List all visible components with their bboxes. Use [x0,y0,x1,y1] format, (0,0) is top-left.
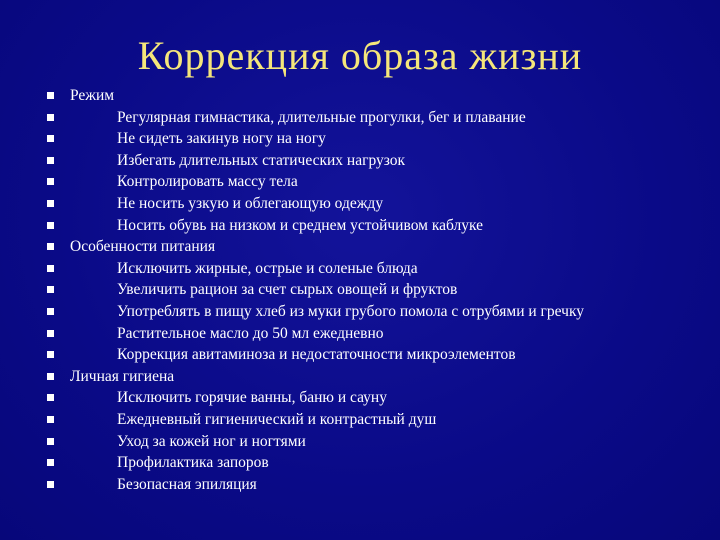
bullet-icon [47,200,54,207]
list-item-text: Избегать длительных статических нагрузок [117,151,406,169]
bullet-icon [47,459,54,466]
bullet-icon [47,416,54,423]
bullet-list [0,85,720,495]
list-item [0,258,720,280]
bullet-icon [47,222,54,229]
list-item-text: Безопасная эпиляция [117,475,257,493]
list-item-text: Употреблять в пищу хлеб из муки грубого помола с отрубями и гречку [117,302,585,320]
list-item [0,193,720,215]
list-item-text: Не носить узкую и облегающую одежду [117,194,384,212]
list-item [0,323,720,345]
bullet-icon [47,265,54,272]
list-item-text: Растительное масло до 50 мл ежедневно [117,324,384,342]
list-item [0,107,720,129]
list-item [0,150,720,172]
list-item-text: Носить обувь на низком и среднем устойчивом каблуке [117,216,484,234]
bullet-icon [47,330,54,337]
list-item [0,236,720,258]
bullet-icon [47,308,54,315]
list-item-text: Контролировать массу тела [117,173,298,191]
list-item-text: Регулярная гимнастика, длительные прогулки, бег и плавание [117,108,526,126]
bullet-icon [47,114,54,121]
list-item-text: Увеличить рацион за счет сырых овощей и фруктов [117,281,458,299]
bullet-icon [47,135,54,142]
list-item-text: Не сидеть закинув ногу на ногу [117,130,326,148]
bullet-icon [47,157,54,164]
bullet-icon [47,373,54,380]
list-item [0,215,720,237]
bullet-icon [47,92,54,99]
list-item-text: Исключить горячие ванны, баню и сауну [117,389,387,407]
bullet-icon [47,394,54,401]
list-item [0,452,720,474]
list-item-text: Коррекция авитаминоза и недостаточности микроэлементов [117,346,516,364]
list-item [0,431,720,453]
list-item-text: Исключить жирные, острые и соленые блюда [117,259,418,277]
slide-title: Коррекция образа жизни [137,33,583,78]
list-item [0,409,720,431]
list-item [0,171,720,193]
list-item [0,85,720,107]
list-item [0,474,720,496]
list-item-text: Ежедневный гигиенический и контрастный душ [117,410,437,428]
bullet-icon [47,243,54,250]
bullet-icon [47,438,54,445]
list-item [0,387,720,409]
list-item [0,128,720,150]
bullet-icon [47,481,54,488]
list-item-text: Уход за кожей ног и ногтями [117,432,306,450]
bullet-icon [47,178,54,185]
list-item [0,279,720,301]
list-item [0,344,720,366]
list-item-text: Личная гигиена [70,367,175,385]
bullet-icon [47,286,54,293]
list-item-text: Особенности питания [70,238,216,256]
bullet-icon [47,351,54,358]
list-item [0,366,720,388]
list-item-text: Профилактика запоров [117,454,269,472]
list-item-text: Режим [70,87,115,104]
list-item [0,301,720,323]
